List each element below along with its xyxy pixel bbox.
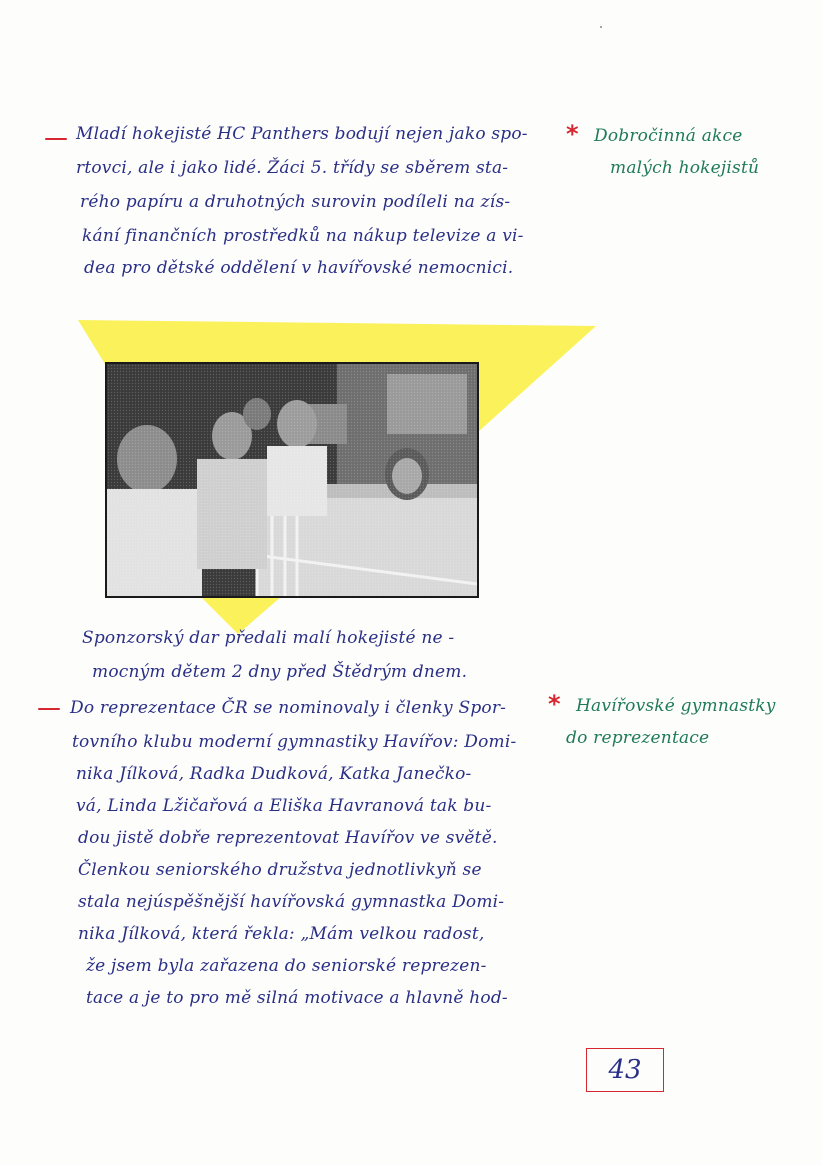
article-2-line: Do reprezentace ČR se nominovaly i členky Spor- [70, 698, 507, 718]
article-1-line: dea pro dětské oddělení v havířovské nemocnici. [84, 258, 514, 278]
article-2-line: nika Jílková, která řekla: „Mám velkou radost, [78, 924, 485, 944]
asterisk-icon: * [548, 690, 561, 718]
article-2-line: že jsem byla zařazena do seniorské reprezen- [86, 956, 487, 976]
article-1-line: rtovci, ale i jako lidé. Žáci 5. třídy se sběrem sta- [76, 158, 509, 178]
article-2-line: nika Jílková, Radka Dudková, Katka Janečko- [76, 764, 472, 784]
article-2-line: Členkou seniorského družstva jednotlivkyň se [78, 860, 482, 880]
margin-note-line: malých hokejistů [610, 158, 760, 178]
bullet-dash-2 [38, 708, 60, 710]
margin-note-line: Havířovské gymnastky [576, 696, 776, 716]
article-2-line: stala nejúspěšnější havířovská gymnastka Domi- [78, 892, 505, 912]
page-number-box [586, 1048, 664, 1092]
article-2-line: tovního klubu moderní gymnastiky Havířov: Domi- [72, 732, 517, 752]
caption-line: Sponzorský dar předali malí hokejisté ne - [82, 628, 455, 648]
asterisk-icon: * [566, 120, 579, 148]
margin-note-line: do reprezentace [566, 728, 710, 748]
article-2-line: tace a je to pro mě silná motivace a hlavně hod- [86, 988, 508, 1008]
article-1-line: kání finančních prostředků na nákup televize a vi- [82, 226, 524, 246]
caption-line: mocným dětem 2 dny před Štědrým dnem. [92, 662, 468, 682]
article-2-line: dou jistě dobře reprezentovat Havířov ve světě. [78, 828, 498, 848]
photo-illustration [107, 364, 477, 596]
margin-note-line: Dobročinná akce [594, 126, 743, 146]
page-number: 43 [608, 1055, 642, 1085]
newspaper-photo [105, 362, 479, 598]
article-1-line: rého papíru a druhotných surovin podíleli na zís- [80, 192, 511, 212]
article-1-line: Mladí hokejisté HC Panthers bodují nejen jako spo- [76, 124, 528, 144]
article-2-line: vá, Linda Lžičařová a Eliška Havranová tak bu- [76, 796, 492, 816]
